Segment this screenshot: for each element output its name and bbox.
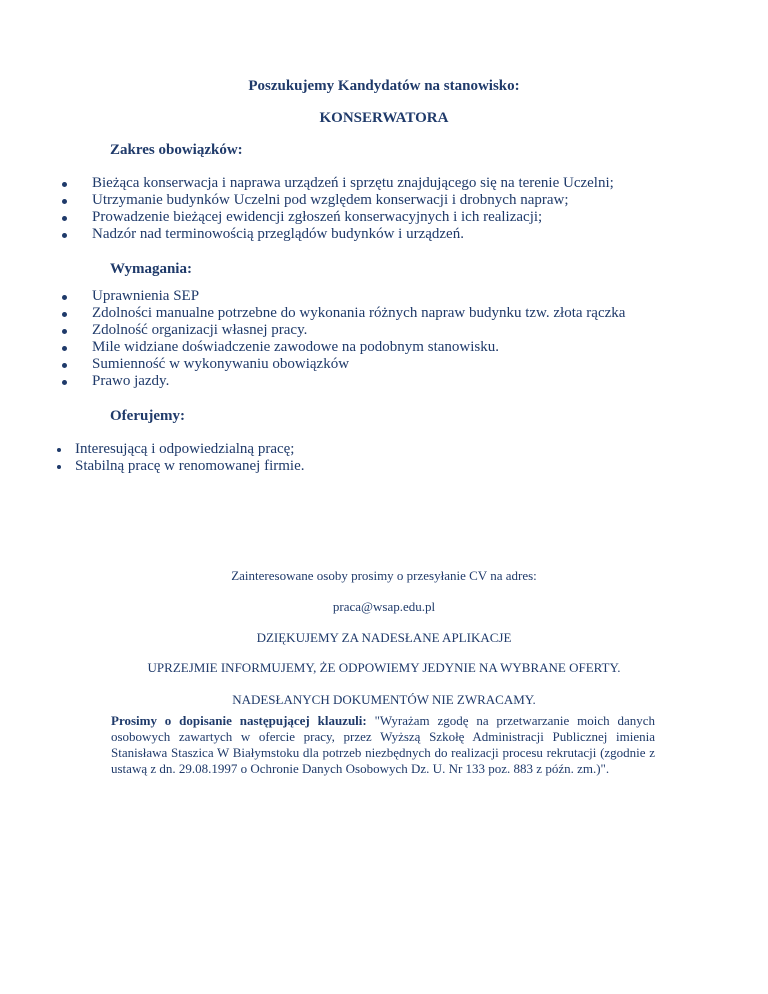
- list-item: Stabilną pracę w renomowanej firmie.: [75, 458, 305, 475]
- duties-list: [92, 175, 614, 243]
- list-item: Bieżąca konserwacja i naprawa urządzeń i sprzętu znajdującego się na terenie Uczelni;: [92, 175, 614, 192]
- duties-heading: Zakres obowiązków:: [110, 142, 243, 158]
- bullet-icon: [62, 216, 67, 221]
- offer-heading: Oferujemy:: [110, 408, 185, 424]
- contact-email[interactable]: praca@wsap.edu.pl: [332, 599, 436, 614]
- offer-list: [75, 441, 305, 475]
- clause-lead: Prosimy o dopisanie następującej klauzuli:: [111, 713, 367, 728]
- list-item: Uprawnienia SEP: [92, 288, 625, 305]
- list-item: Prowadzenie bieżącej ewidencji zgłoszeń konserwacyjnych i ich realizacji;: [92, 209, 614, 226]
- list-item: Mile widziane doświadczenie zawodowe na podobnym stanowisku.: [92, 339, 625, 356]
- list-item: Zdolność organizacji własnej pracy.: [92, 322, 625, 339]
- bullet-icon: [62, 329, 67, 334]
- bullet-icon: [62, 346, 67, 351]
- list-item: Zdolności manualne potrzebne do wykonania różnych napraw budynku tzw. złota rączka: [92, 305, 625, 322]
- list-item: Sumienność w wykonywaniu obowiązków: [92, 356, 625, 373]
- contact-intro: Zainteresowane osoby prosimy o przesyłanie CV na adres:: [231, 568, 537, 583]
- bullet-icon: [62, 199, 67, 204]
- position-title: KONSERWATORA: [319, 110, 449, 126]
- thanks-notice: DZIĘKUJEMY ZA NADESŁANE APLIKACJE: [256, 630, 512, 645]
- list-item: Interesującą i odpowiedzialną pracę;: [75, 441, 305, 458]
- list-item: Nadzór nad terminowością przeglądów budynków i urządzeń.: [92, 226, 614, 243]
- bullet-icon: [62, 233, 67, 238]
- requirements-list: [92, 288, 625, 390]
- bullet-icon: [62, 182, 67, 187]
- documents-notice: NADESŁANYCH DOKUMENTÓW NIE ZWRACAMY.: [232, 692, 536, 707]
- bullet-icon: [62, 380, 67, 385]
- bullet-icon: [62, 363, 67, 368]
- bullet-icon: [57, 465, 61, 469]
- clause-text: "Wyrażam zgodę na przetwarzanie moich danych osobowych zawartych w ofercie pracy, przez Wyższą Szkołę Administracji Publicznej imienia Stanisława Staszica W Białymstoku dla potrzeb niezbędnych do realizacji procesu rekrutacji (zgodnie z ustawą z dn. 29.08.1997 o Ochronie Danych Osobowych Dz. U. Nr 133 poz. 883 z późn. zm.)".: [111, 713, 656, 776]
- bullet-icon: [57, 448, 61, 452]
- page-title: Poszukujemy Kandydatów na stanowisko:: [248, 78, 520, 94]
- list-item: Utrzymanie budynków Uczelni pod względem konserwacji i drobnych napraw;: [92, 192, 614, 209]
- consent-clause: [111, 713, 655, 777]
- bullet-icon: [62, 312, 67, 317]
- bullet-icon: [62, 295, 67, 300]
- requirements-heading: Wymagania:: [110, 261, 192, 277]
- selection-notice: UPRZEJMIE INFORMUJEMY, ŻE ODPOWIEMY JEDYNIE NA WYBRANE OFERTY.: [147, 660, 621, 675]
- list-item: Prawo jazdy.: [92, 373, 625, 390]
